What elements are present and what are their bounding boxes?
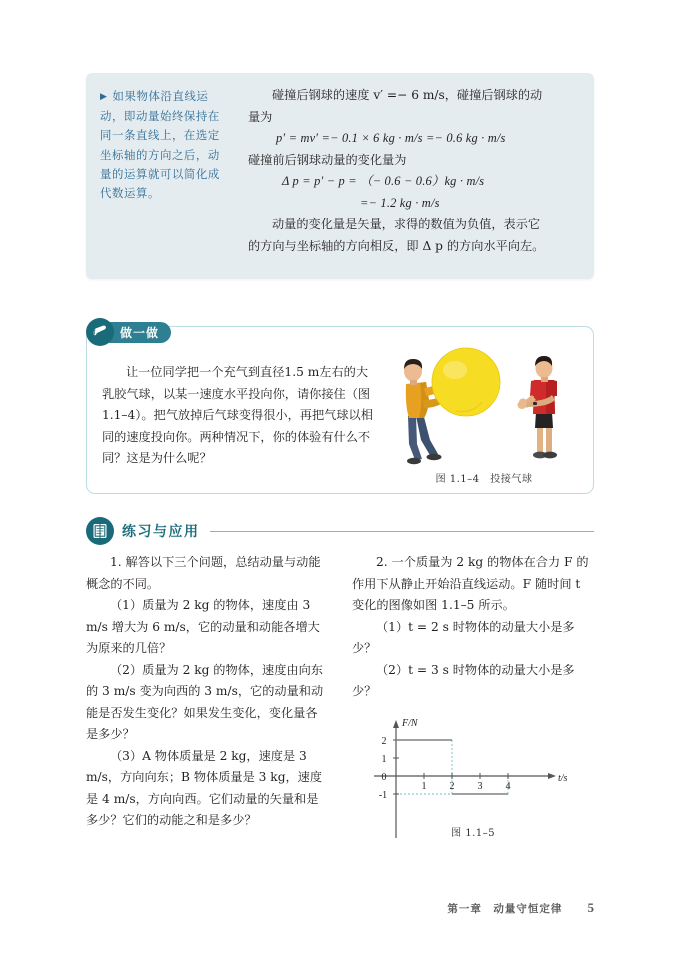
x-tick-2: 2	[449, 781, 455, 792]
margin-note-box	[86, 73, 594, 279]
page-number: 5	[587, 900, 594, 915]
exercise-item-1: 1. 解答以下三个问题，总结动量与动能概念的不同。	[86, 555, 321, 591]
exercise-section	[86, 516, 594, 839]
do-it-label: 做一做	[100, 322, 171, 343]
y-axis-arrow	[393, 720, 399, 728]
x-tick-3: 3	[477, 781, 483, 792]
exercise-header	[86, 516, 594, 546]
note-line-5: 的方向与坐标轴的方向相反，即 Δ p 的方向水平向左。	[248, 238, 545, 253]
y-tick-minus1: -1	[378, 790, 388, 801]
exercise-item-1-1: （1）质量为 2 kg 的物体，速度由 3 m/s 增大为 6 m/s，它的动量和动能各增大为原来的几倍？	[86, 598, 320, 655]
do-it-section	[86, 318, 594, 494]
y-tick-2: 2	[381, 736, 387, 747]
exercise-item-1-3: （3）A 物体质量是 2 kg，速度是 3 m/s，方向向东；B 物体质量是 3 kg，速度是 4 m/s，方向向西。它们动量的矢量和是多少？它们的动能之和是多少？	[86, 748, 323, 827]
x-tick-4: 4	[505, 781, 511, 792]
exercise-item-2: 2. 一个质量为 2 kg 的物体在合力 F 的作用下从静止开始沿直线运动。F 随时间 t 变化的图像如图 1.1–5 所示。	[352, 555, 589, 612]
margin-note-text: 如果物体沿直线运动，即动量始终保持在同一条直线上，在选定坐标轴的方向之后，动量的运算就可以简化成代数运算。	[100, 89, 220, 201]
figure-1-1-4-caption: 图 1.1–4 投接气球	[435, 474, 533, 485]
figure-1-1-5-caption: 图 1.1–5	[450, 828, 495, 839]
balloon-toss-photo	[386, 340, 582, 468]
exercise-title: 练习与应用	[122, 524, 200, 540]
note-line-4: 动量的变化量是矢量，求得的数值为负值，表示它	[272, 217, 541, 231]
do-it-paragraph: 让一位同学把一个充气到直径1.5 m左右的大乳胶气球，以某一速度水平投向你，请你接住（图 1.1–4）。把气放掉后气球变得很小，再把气球以相同的速度投向你。两种情况下，你的体验有什么不同？这是为什么呢？	[102, 365, 373, 465]
formula-p-prime: p′ = mv′ =− 0.1 × 6 kg · m/s =− 0.6 kg · m/s	[276, 131, 506, 145]
do-it-body	[102, 362, 374, 470]
header-rule	[210, 531, 595, 532]
x-axis-arrow	[548, 773, 556, 779]
y-axis-label: F/N	[402, 718, 418, 729]
triangle-marker-icon: ▶	[100, 92, 108, 102]
note-line-3: 碰撞前后钢球动量的变化量为	[248, 152, 407, 167]
exercise-column-right	[352, 552, 594, 703]
do-it-badge	[86, 318, 171, 346]
formula-delta-p-result: =− 1.2 kg · m/s	[360, 195, 440, 210]
exercise-column-left	[86, 552, 324, 832]
y-tick-0: 0	[381, 772, 387, 783]
x-axis-label: t/s	[558, 773, 568, 784]
note-line-1: 碰撞后钢球的速度 v′ =− 6 m/s，碰撞后钢球的动	[272, 88, 543, 102]
note-line-2: 量为	[248, 109, 273, 124]
exercise-item-2-2: （2）t = 3 s 时物体的动量大小是多少？	[352, 662, 575, 698]
formula-delta-p: Δ p = p′ − p = （− 0.6 − 0.6）kg · m/s	[282, 174, 485, 188]
margin-note-sidebar	[100, 87, 226, 203]
exercise-item-1-2: （2）质量为 2 kg 的物体，速度由向东的 3 m/s 变为向西的 3 m/s，它的动量和动能是否发生变化？如果发生变化，变化量各是多少？	[86, 662, 324, 741]
x-tick-1: 1	[421, 781, 427, 792]
y-tick-1: 1	[381, 754, 387, 765]
exercise-item-2-1: （1）t = 2 s 时物体的动量大小是多少？	[352, 619, 575, 655]
page-footer	[0, 897, 680, 916]
chapter-label: 第一章 动量守恒定律	[447, 903, 563, 915]
note-body	[248, 85, 580, 257]
hand-experiment-icon	[86, 318, 114, 346]
book-practice-icon	[86, 517, 114, 545]
